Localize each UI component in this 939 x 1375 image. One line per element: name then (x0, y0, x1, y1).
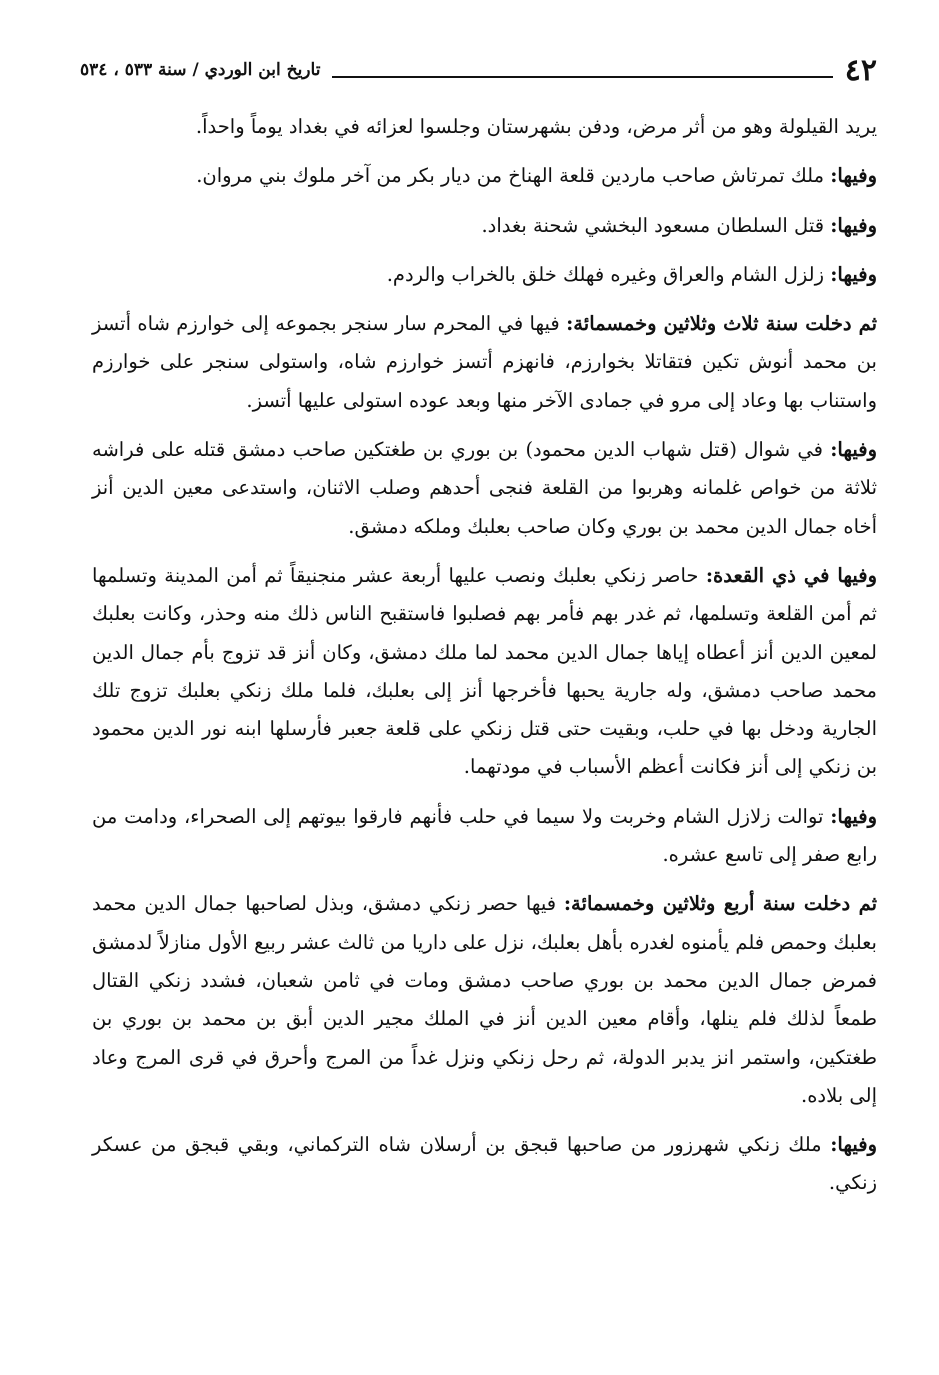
paragraph-text: فيها حصر زنكي دمشق، وبذل لصاحبها جمال الدين محمد بعلبك وحمص فلم يأمنوه لغدره بأهل بعلبك، نزل على داريا من ثالث عشر ربيع الأول منازلاً لدمشق فمرض جمال الدين محمد بن بوري صاحب دمشق ومات في ثامن شعبان، فشدد زنكي القتال طمعاً لذلك فلم ينلها، وأقام معين الدين أنز في الملك مجير الدين أبق بن محمد بن بوري بن طغتكين، واستمر انز يدبر الدولة، ثم رحل زنكي ونزل غداً من المرج وأحرق في قرى المرج وعاد إلى بلاده. (92, 892, 877, 1107)
paragraph-text: حاصر زنكي بعلبك ونصب عليها أربعة عشر منجنيقاً ثم أمن المدينة وتسلمها ثم أمن القلعة وتسلمها، ثم غدر بهم فأمر بهم فصلبوا فاستقبح الناس ذلك منه وحذر، وكانت بعلبك لمعين الدين أنز أعطاه إياها جمال الدين محمد لما ملك دمشق، وكان أنز قد تزوج بأم جمال الدين محمد صاحب دمشق، وله جارية يحبها فأخرجها أنز إلى بعلبك، فلما ملك زنكي بعلبك تزوج تلك الجارية ودخل بها في حلب، وبقيت حتى قتل زنكي على قلعة جعبر فأرسلها ابنه نور الدين محمود بن زنكي إلى أنز فكانت أعظم الأسباب في مودتهما. (92, 563, 877, 779)
paragraph-lead: وفيها: (830, 804, 877, 828)
paragraph-text: في شوال (قتل شهاب الدين محمود) بن بوري بن طغتكين صاحب دمشق قتله على فراشه ثلاثة من خواص غلمانه وهربوا من القلعة فنجى أحدهم وصلب الاثنان، واستدعى معين الدين أنز أخاه جمال الدين محمد بن بوري وكان صاحب بعلبك وملكه دمشق. (92, 438, 877, 538)
paragraph-lead: ثم دخلت سنة أربع وثلاثين وخمسمائة: (563, 892, 877, 916)
page-header (80, 50, 877, 90)
paragraph-text: ملك زنكي شهرزور من صاحبها قبجق بن أرسلان شاه التركماني، وبقي قبجق من عسكر زنكي. (92, 1133, 877, 1195)
paragraph (92, 305, 877, 420)
paragraph-lead: وفيها: (830, 262, 877, 286)
paragraph (92, 557, 877, 787)
paragraph (92, 431, 877, 546)
paragraph (92, 108, 877, 146)
paragraph-lead: وفيها: (830, 1133, 877, 1157)
header-rule (332, 76, 832, 78)
body-text (92, 108, 877, 1214)
paragraph-text: زلزل الشام والعراق وغيره فهلك خلق بالخراب والردم. (386, 262, 831, 286)
paragraph (92, 256, 877, 294)
paragraph-text: توالت زلازل الشام وخربت ولا سيما في حلب فأنهم فارقوا بيوتهم إلى الصحراء، ودامت من رابع صفر إلى تاسع عشره. (92, 804, 877, 867)
paragraph-lead: ثم دخلت سنة ثلاث وثلاثين وخمسمائة: (566, 312, 878, 336)
paragraph (92, 157, 877, 195)
paragraph-lead: وفيها: (830, 164, 877, 188)
page-number: ٤٢ (844, 52, 877, 88)
running-head: تاريخ ابن الوردي / سنة ٥٣٣ ، ٥٣٤ (80, 60, 321, 80)
paragraph (92, 1126, 877, 1203)
paragraph-text: قتل السلطان مسعود البخشي شحنة بغداد. (481, 213, 831, 237)
paragraph-text: يريد القيلولة وهو من أثر مرض، ودفن بشهرستان وجلسوا لعزائه في بغداد يوماً واحداً. (195, 115, 877, 138)
paragraph (92, 885, 877, 1115)
paragraph (92, 798, 877, 875)
paragraph-text: فيها في المحرم سار سنجر بجموعه إلى خوارزم شاه أتسز بن محمد أنوش تكين فتقاتلا بخوارزم، فانهزم أتسز خوارزم شاه، واستولى سنجر على خوارزم واستناب بها وعاد إلى مرو في جمادى الآخر منها وبعد عوده استولى عليها أتسز. (92, 312, 877, 412)
paragraph-lead: وفيها: (830, 213, 877, 237)
paragraph-lead: وفيها: (830, 438, 877, 462)
paragraph-lead: وفيها في ذي القعدة: (705, 563, 877, 587)
paragraph (92, 207, 877, 245)
paragraph-text: ملك تمرتاش صاحب ماردين قلعة الهناخ من ديار بكر من آخر ملوك بني مروان. (196, 164, 831, 188)
